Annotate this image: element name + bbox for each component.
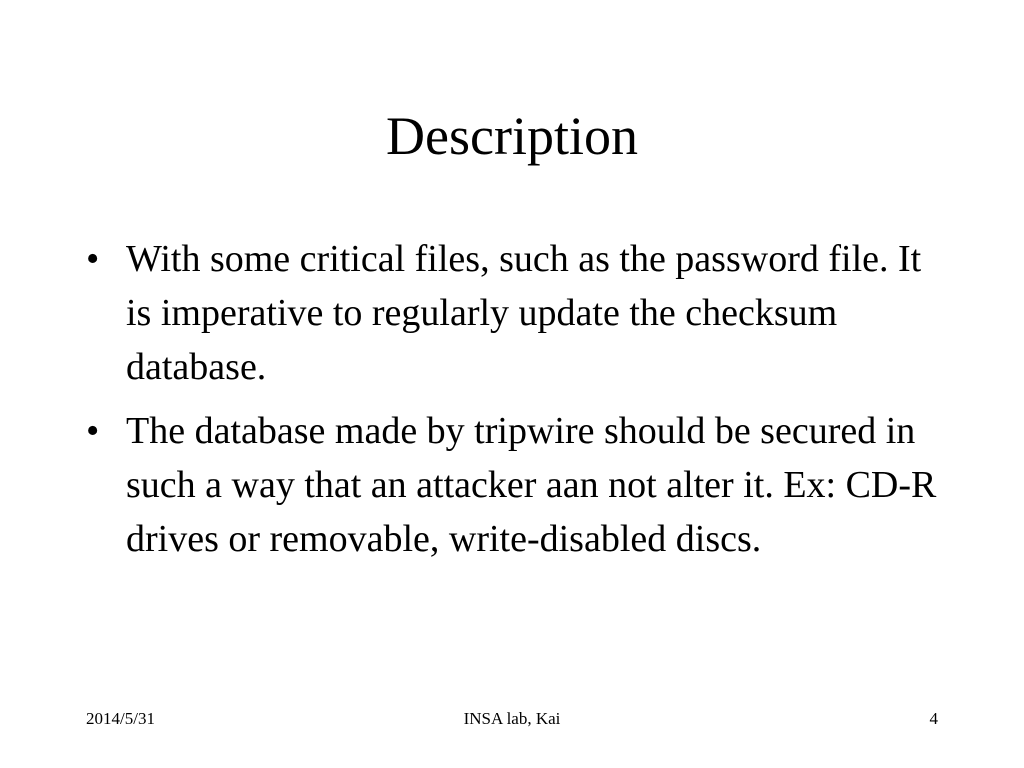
bullet-item xyxy=(86,232,946,394)
bullet-text: The database made by tripwire should be secured in such a way that an attacker aan not alter it. Ex: CD-R drives or removable, write-disabled discs. xyxy=(126,410,937,560)
bullet-marker: • xyxy=(86,238,100,280)
footer-author: INSA lab, Kai xyxy=(463,709,561,728)
bullet-item xyxy=(86,404,946,566)
bullet-marker: • xyxy=(86,410,100,452)
page-number: 4 xyxy=(929,709,938,728)
bullet-text: With some critical files, such as the password file. It is imperative to regularly update the checksum database. xyxy=(126,238,922,388)
slide-title: Description xyxy=(386,106,638,166)
footer-date: 2014/5/31 xyxy=(86,709,155,728)
bullet-list xyxy=(86,232,946,576)
